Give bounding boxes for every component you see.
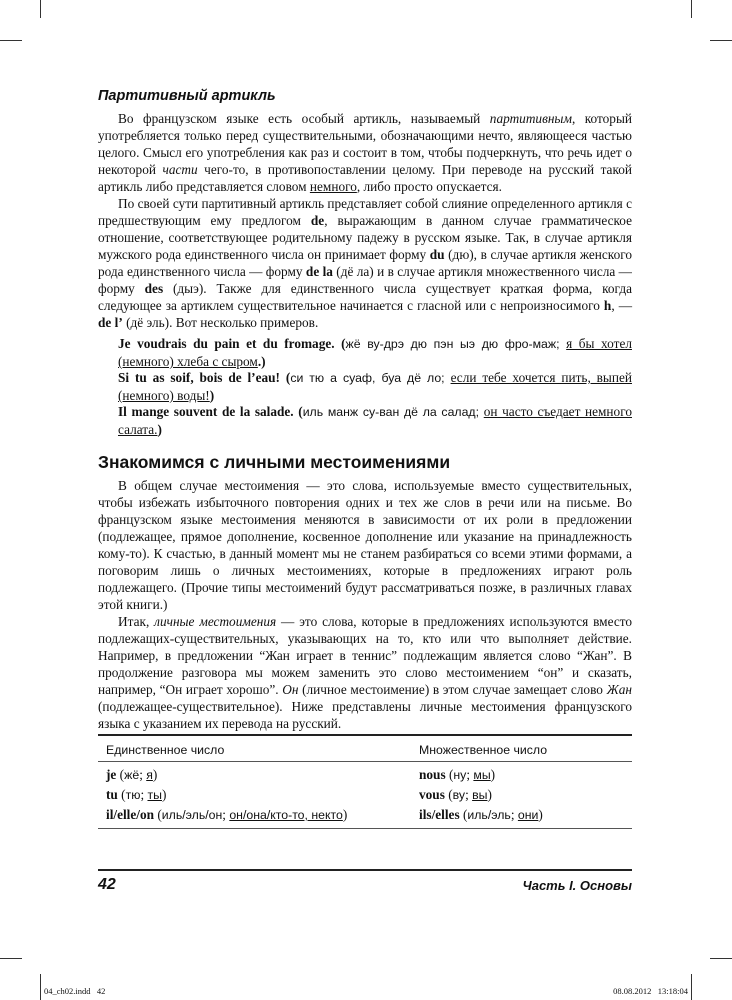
- table-bottom-rule: [98, 828, 632, 829]
- table-cell: vous (ву; вы): [419, 787, 492, 802]
- crop-mark: [710, 40, 732, 41]
- table-cell: nous (ну; мы): [419, 767, 496, 782]
- section-title-pronouns: Знакомимся с личными местоимениями: [98, 452, 451, 472]
- paragraph-partitive-intro: Во французском языке есть особый артикль, называемый партитивным, который употребляется только перед существительными, обозначающими нечто, являющееся частью целого. Смысл его употребления как раз и состоит в том, чтобы подчеркнуть, что речь идет о некоторой части чего-то, в противопоставлении целому. При переводе на русский такой артикль либо представляется словом немного, либо просто опускается.: [98, 111, 632, 194]
- crop-mark: [691, 974, 692, 1000]
- page-number: 42: [98, 876, 116, 893]
- table-header-singular: Единственное число: [106, 743, 225, 757]
- table-cell: il/elle/on (иль/эль/он; он/она/кто-то, некто): [106, 807, 348, 822]
- table-top-rule: [98, 734, 632, 736]
- table-cell: je (жё; я): [106, 767, 158, 782]
- footer-rule: [98, 869, 632, 871]
- table-header-rule: [98, 761, 632, 762]
- crop-mark: [40, 0, 41, 18]
- part-title: Часть I. Основы: [522, 878, 632, 893]
- example-sentence: Je voudrais du pain et du fromage. (жё ву-дрэ дю пэн ыэ дю фро-маж; я бы хотел (немного) хлеба с сыром.): [118, 336, 632, 369]
- paragraph-personal-pronouns: Итак, личные местоимения — это слова, которые в предложениях используются вместо подлежащих-существительных, указывающих на то, кто или что выполняет действие. Например, в предложении “Жан играет в теннис” подлежащим является слово “Жан”. В продолжение разговора мы можем заменить это слово местоимением “он” и сказать, например, “Он играет хорошо”. Он (личное местоимение) в этом случае замещает слово Жан (подлежащее-существительное). Ниже представлены личные местоимения французского языка с указанием их перевода на русский.: [98, 614, 633, 731]
- example-sentence: Si tu as soif, bois de l’eau! (си тю а суаф, буа дё ло; если тебе хочется пить, выпей (немного) воды!): [118, 370, 632, 403]
- crop-mark: [691, 0, 692, 18]
- section-title-partitive: Партитивный артикль: [98, 88, 276, 104]
- crop-mark: [0, 958, 22, 959]
- paragraph-pronouns-intro: В общем случае местоимения — это слова, используемые вместо существительных, чтобы избежать избыточного повторения одних и тех же слов в речи или на письме. Во французском языке местоимения меняются в зависимости от их роли в предложении (подлежащее, прямое дополнение, косвенное дополнение или указание на принадлежность кому-то). К счастью, в данный момент мы не станем разбираться со всеми этими формами, а поговорим лишь о личных местоимениях, которые в предложениях играют роль подлежащего. (Прочие типы местоимений будут рассматриваться позже, в различных главах этой книги.): [98, 478, 632, 612]
- crop-mark: [0, 40, 22, 41]
- table-header-plural: Множественное число: [419, 743, 548, 757]
- example-sentence: Il mange souvent de la salade. (иль манж су-ван дё ла салад; он часто съедает немного салата.): [118, 404, 632, 437]
- crop-mark: [40, 974, 41, 1000]
- slug-file: 04_ch02.indd 42: [44, 986, 106, 996]
- table-cell: ils/elles (иль/эль; они): [419, 807, 543, 822]
- table-cell: tu (тю; ты): [106, 787, 167, 802]
- crop-mark: [710, 958, 732, 959]
- slug-date: 08.08.2012 13:18:04: [613, 986, 688, 996]
- paragraph-partitive-forms: По своей сути партитивный артикль представляет собой слияние определенного артикля с предшествующим ему предлогом de, выражающим в данном случае грамматическое отношение, соответствующее родительному падежу в русском языке. Так, в случае артикля мужского рода единственного числа он принимает форму du (дю), в случае артикля женского рода единственного числа — форму de la (дё ла) и в случае артикля множественного числа — форму des (дыэ). Также для единственного числа существует краткая форма, когда следующее за артиклем существительное начинается с гласной или с непроизносимого h, — de l’ (дё эль). Вот несколько примеров.: [98, 196, 633, 330]
